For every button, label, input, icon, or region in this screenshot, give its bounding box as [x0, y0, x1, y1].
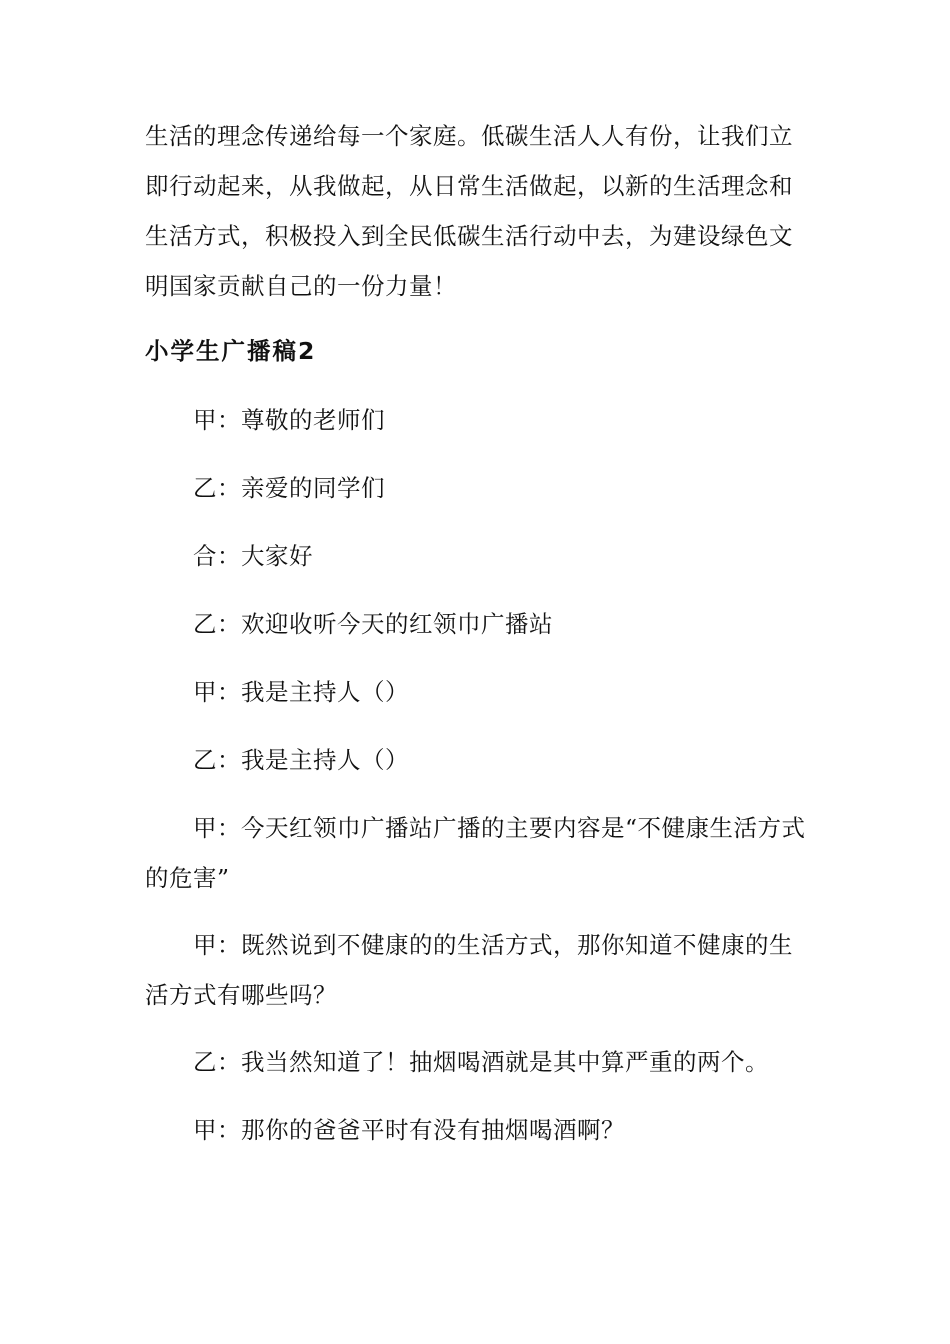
dialogue-line: 合：大家好: [193, 542, 313, 570]
dialogue-line: 乙：亲爱的同学们: [193, 474, 385, 502]
dialogue-line: 乙：我是主持人（）: [193, 746, 409, 774]
dialogue-line: 乙：我当然知道了！抽烟喝酒就是其中算严重的两个。: [193, 1048, 769, 1076]
section-title: 小学生广播稿2: [145, 337, 317, 365]
dialogue-line: 甲：那你的爸爸平时有没有抽烟喝酒啊？: [193, 1116, 625, 1144]
dialogue-line: 甲：我是主持人（）: [193, 678, 409, 706]
dialogue-line: 甲：尊敬的老师们: [193, 406, 385, 434]
dialogue-line: 乙：欢迎收听今天的红领巾广播站: [193, 610, 553, 638]
dialogue-line: 甲：今天红领巾广播站广播的主要内容是“不健康生活方式的危害”: [145, 814, 806, 892]
intro-paragraph: 生活的理念传递给每一个家庭。低碳生活人人有份，让我们立即行动起来，从我做起，从日常生活做起，以新的生活理念和生活方式，积极投入到全民低碳生活行动中去，为建设绿色文明国家贡献自己的一份力量！: [145, 122, 793, 300]
dialogue-line: 甲：既然说到不健康的的生活方式，那你知道不健康的生活方式有哪些吗？: [145, 931, 793, 1009]
